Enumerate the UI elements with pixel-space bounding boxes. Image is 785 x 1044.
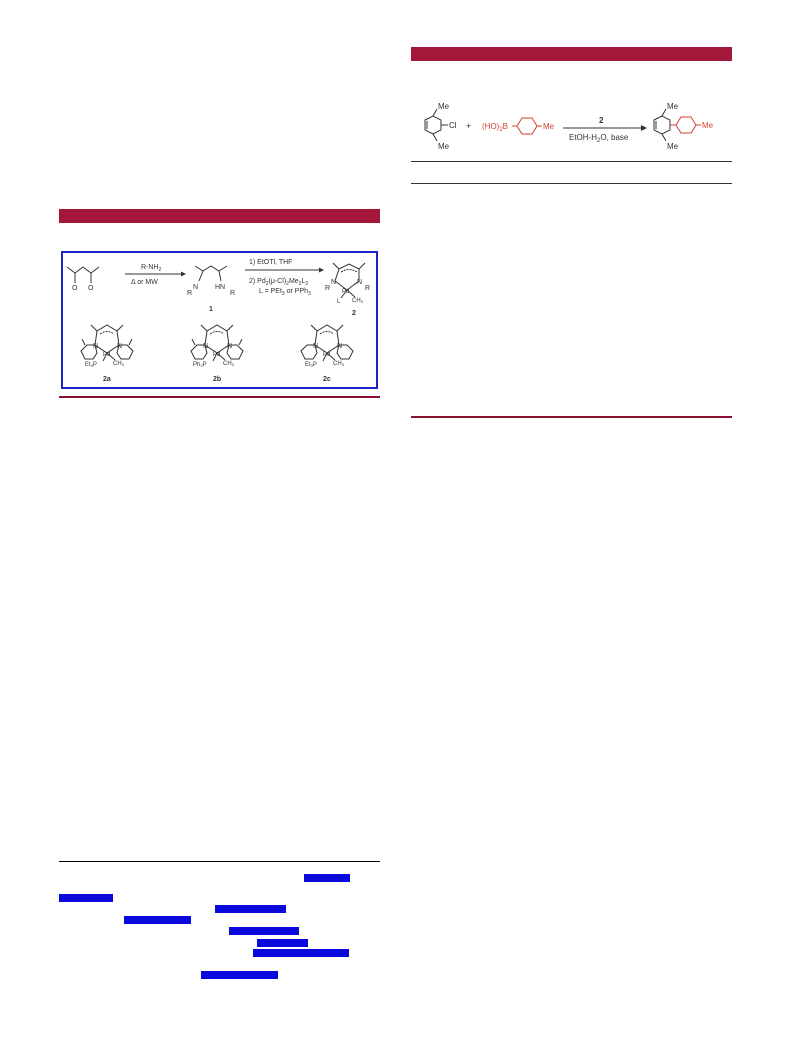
amine-hn: HN (215, 284, 226, 291)
suzuki-reaction-scheme (411, 98, 732, 160)
reference-link[interactable] (229, 927, 299, 935)
amine-reagent: R-NH (141, 264, 159, 271)
amine-r: R (230, 290, 236, 297)
scheme-header-bar (59, 209, 380, 223)
complex-2b-n-left: N (203, 343, 209, 350)
oxygen-1: O (72, 285, 78, 292)
ligand-choice: L = PEt (259, 288, 282, 295)
svg-text:2) Pd2(μ-Cl)2Me2L2: 2) $Pd_2(\mu-Cl)_2Me_2L_2$ (249, 278, 309, 287)
step-2-conditions: 2) Pd (249, 278, 266, 285)
svg-text:EtOH-H2O, base: EtOH-$H_2O$, base (569, 133, 629, 144)
complex-2a-n-left: N (93, 343, 99, 350)
complex-2b-pph3: Ph (193, 362, 201, 368)
complex-2-n-left: N (331, 279, 337, 286)
svg-text:Et3P: Et3P (305, 362, 317, 368)
complex-2-l: L (337, 299, 341, 305)
scheme-frame (61, 251, 378, 389)
step-1-conditions: 1) EtOTl, THF (249, 259, 293, 266)
complex-2-r-right: R (365, 285, 371, 292)
reaction-conditions: EtOH-H (569, 133, 597, 142)
complex-2-r-left: R (325, 285, 331, 292)
reference-link[interactable] (215, 905, 286, 913)
svg-text:L = PEt3 or PPh3: L = PEt$_3$ or PPh$_3$ (259, 288, 311, 297)
plus-sign: + (466, 121, 472, 131)
complex-2a-pd: Pd (103, 352, 111, 358)
boronic-acid-label: (HO) (482, 122, 500, 131)
complex-2c-pd: Pd (323, 352, 331, 358)
svg-text:Et3P: Et3P (85, 362, 97, 368)
complex-2-ch3: CH (352, 298, 361, 304)
nacnac-synthesis-scheme (63, 253, 376, 387)
svg-text:(HO)2B: $(HO)_2B$ (482, 122, 509, 133)
svg-text:R-NH2: $R-NH_2$ (141, 264, 162, 273)
svg-text:Ph3P: Ph3P (193, 362, 207, 368)
product-me-bottom: Me (667, 142, 679, 151)
reference-link[interactable] (59, 894, 113, 902)
reference-link[interactable] (257, 939, 308, 947)
table-header-bar (411, 47, 732, 61)
complex-2b-label: 2b (213, 376, 222, 383)
catalyst-label: 2 (599, 116, 604, 125)
complex-2a-n-right: N (117, 343, 123, 350)
table-rule-top (411, 161, 732, 162)
reactant-cl: Cl (449, 121, 457, 130)
complex-2c-n-right: N (337, 343, 343, 350)
complex-2c-label: 2c (323, 376, 331, 383)
complex-2c-n-left: N (313, 343, 319, 350)
complex-2b-ch3: CH (223, 361, 232, 367)
imine-r: R (187, 290, 193, 297)
table-rule-bottom (411, 416, 732, 418)
compound-2-label: 2 (352, 310, 356, 317)
complex-2b-pd: Pd (213, 352, 221, 358)
heat-conditions: Δ or MW (131, 279, 158, 286)
complex-2a-label: 2a (103, 376, 111, 383)
footnote-rule (59, 861, 380, 862)
complex-2a-pet3: Et (85, 362, 91, 368)
compound-1-label: 1 (209, 306, 213, 313)
reactant-me-top: Me (438, 102, 450, 111)
svg-text:CH3: CH3 (333, 361, 344, 367)
product-me-right: Me (702, 121, 714, 130)
svg-text:CH3: CH3 (113, 361, 124, 367)
oxygen-2: O (88, 285, 94, 292)
complex-2c-ch3: CH (333, 361, 342, 367)
imine-n: N (193, 284, 199, 291)
reference-link[interactable] (124, 916, 191, 924)
reference-link[interactable] (201, 971, 278, 979)
table-rule-header (411, 183, 732, 184)
reactant-me-bottom: Me (438, 142, 450, 151)
scheme-rule-bottom (59, 396, 380, 398)
complex-2-pd: Pd (342, 289, 350, 295)
complex-2a-ch3: CH (113, 361, 122, 367)
complex-2c-pet3: Et (305, 362, 311, 368)
product-me-top: Me (667, 102, 679, 111)
svg-text:CH3: CH3 (352, 298, 363, 304)
tolyl-me: Me (543, 122, 555, 131)
reference-link[interactable] (253, 949, 349, 957)
complex-2b-n-right: N (227, 343, 233, 350)
complex-2-n-right: N (357, 279, 363, 286)
reference-link[interactable] (304, 874, 350, 882)
svg-text:CH3: CH3 (223, 361, 234, 367)
